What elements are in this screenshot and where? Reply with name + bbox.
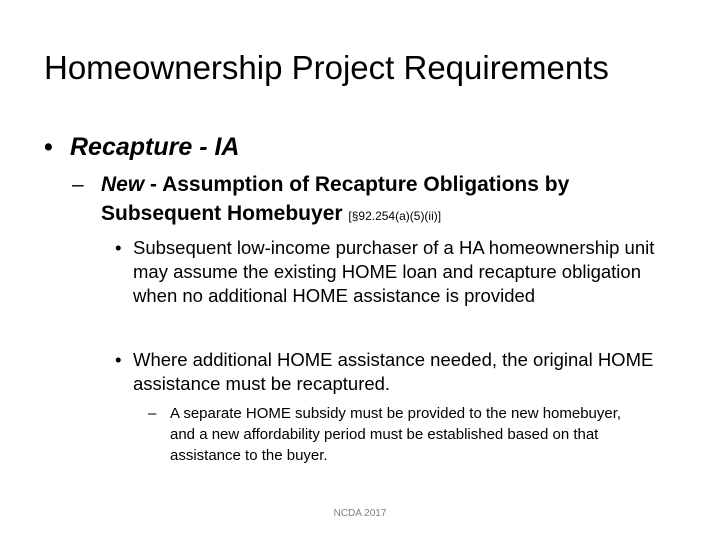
slide-footer: NCDA 2017 (333, 508, 387, 519)
bullet-recapture-text: Recapture - IA (70, 133, 240, 161)
subbullet-assumption (72, 170, 684, 231)
subpoint-separate-subsidy-text: A separate HOME subsidy must be provided to the new homebuyer, and a new affordability period must be established based on that assistance to the buyer. (170, 405, 622, 464)
regulation-citation: [§92.254(a)(5)(ii)] (348, 209, 442, 223)
bullet-recapture (44, 131, 239, 163)
bullet-marker: • (115, 237, 122, 258)
bullet-marker: • (115, 349, 122, 370)
point-additional-assistance-text: Where additional HOME assistance needed, the original HOME assistance must be recaptured. (133, 349, 654, 394)
new-label: New (101, 173, 145, 196)
point-subsequent-purchaser (115, 236, 687, 308)
subpoint-separate-subsidy (148, 403, 648, 466)
subbullet-assumption-text (101, 170, 684, 231)
point-additional-assistance (115, 348, 687, 396)
dash-marker: – (72, 173, 84, 196)
assumption-heading: - Assumption of Recapture Obligations by Subsequent Homebuyer (101, 173, 570, 225)
slide-title: Homeownership Project Requirements (44, 49, 609, 86)
bullet-marker: • (44, 133, 53, 161)
point-subsequent-purchaser-text: Subsequent low-income purchaser of a HA homeownership unit may assume the existing HOME loan and recapture obligation when no additional HOME assistance is provided (133, 237, 655, 306)
dash-marker: – (148, 405, 157, 422)
